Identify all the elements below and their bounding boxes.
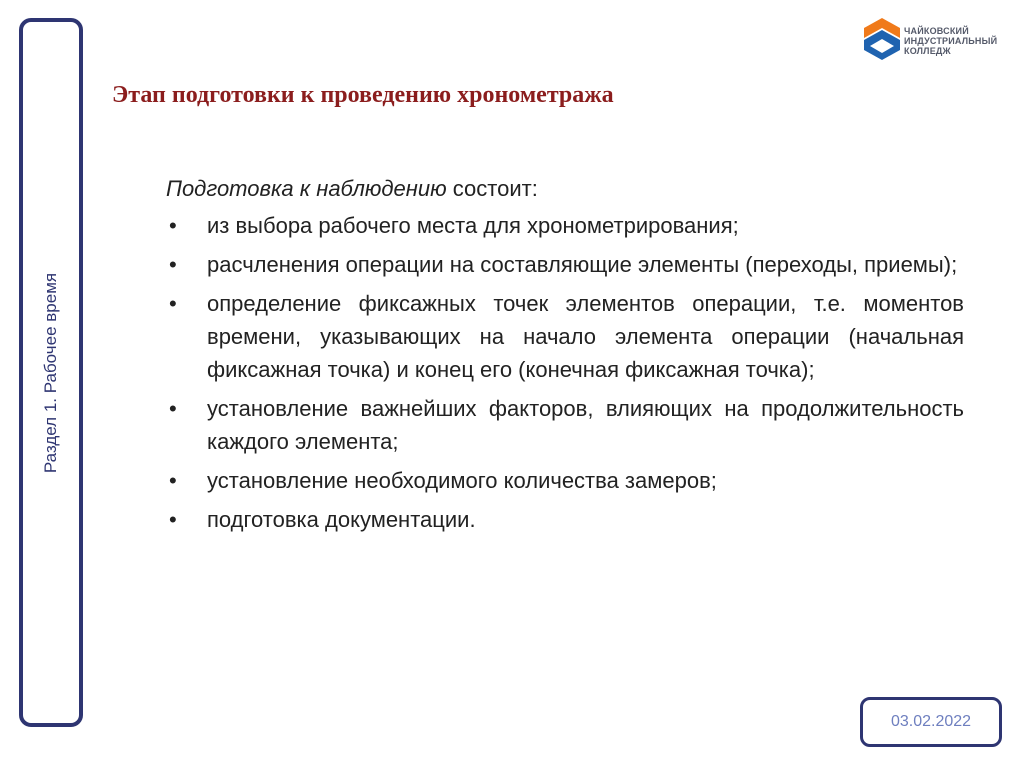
section-label: Раздел 1. Рабочее время (41, 272, 60, 473)
list-item (166, 392, 964, 458)
intro-rest: состоит: (446, 176, 538, 201)
list-item (166, 503, 964, 536)
list-item-text: из выбора рабочего места для хронометрирования; (207, 213, 739, 238)
list-item (166, 248, 964, 281)
slide-date: 03.02.2022 (890, 713, 972, 730)
list-item-text: установление необходимого количества замеров; (207, 468, 717, 493)
intro-emphasis: Подготовка к наблюдению (166, 176, 447, 201)
sidebar-frame (19, 18, 83, 727)
bullet-icon: • (169, 252, 177, 277)
bullet-icon: • (169, 396, 177, 421)
list-item (166, 464, 964, 497)
list-item-text: подготовка документации. (207, 507, 476, 532)
college-logo-text (904, 26, 997, 56)
slide-title: Этап подготовки к проведению хронометража (112, 82, 614, 108)
bullet-icon: • (169, 507, 177, 532)
logo-line: КОЛЛЕДЖ (904, 46, 951, 56)
bullet-icon: • (169, 291, 177, 316)
list-item (166, 209, 964, 242)
list-item (166, 287, 964, 386)
intro-line (166, 172, 964, 205)
college-logo-icon (862, 16, 902, 62)
list-item-text: установление важнейших факторов, влияющих на продолжительность каждого элемента; (207, 396, 964, 454)
college-logo (862, 16, 1012, 66)
bullet-list (166, 209, 964, 536)
list-item-text: расчленения операции на составляющие элементы (переходы, приемы); (207, 252, 958, 277)
bullet-icon: • (169, 213, 177, 238)
slide-content (166, 172, 964, 542)
bullet-icon: • (169, 468, 177, 493)
date-badge (860, 697, 1002, 747)
logo-line: ИНДУСТРИАЛЬНЫЙ (904, 36, 998, 46)
list-item-text: определение фиксажных точек элементов операции, т.е. моментов времени, указывающих на начало элемента операции (начальная фиксажная точка) и конец его (конечная фиксажная точка); (207, 291, 964, 382)
logo-line: ЧАЙКОВСКИЙ (904, 26, 969, 36)
